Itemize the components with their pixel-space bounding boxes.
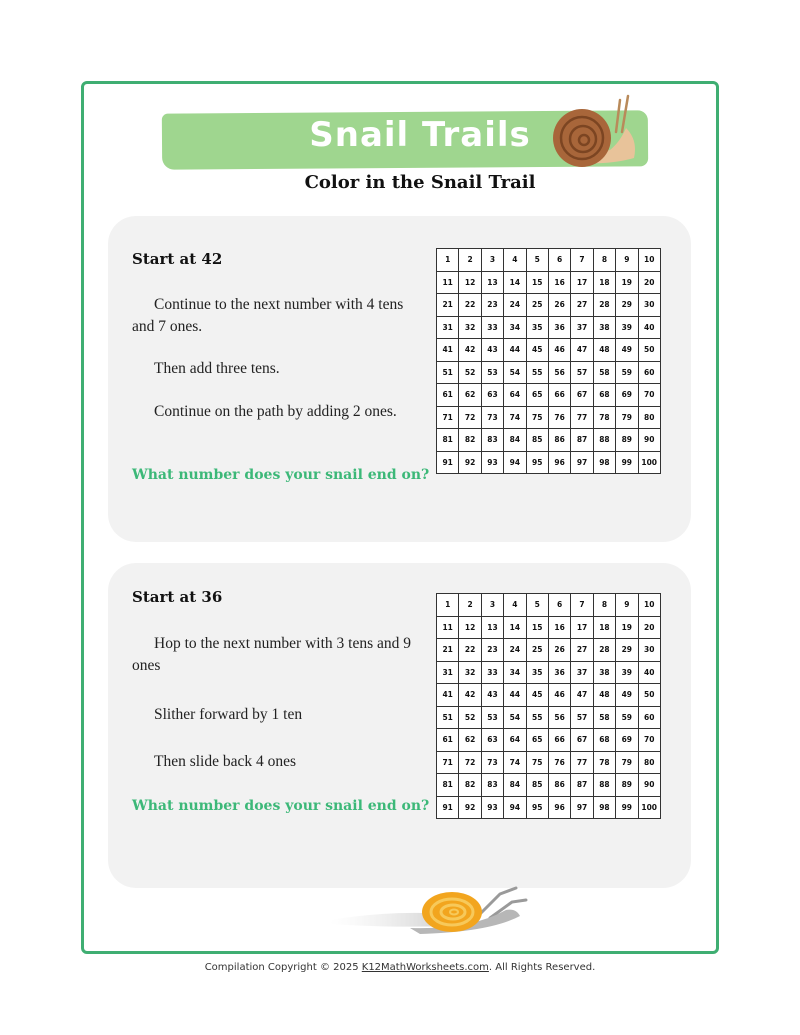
step-text: Hop to the next number with 3 tens and 9 ones: [132, 635, 411, 674]
chart-cell[interactable]: 25: [526, 639, 548, 662]
chart-cell[interactable]: 41: [437, 339, 459, 362]
chart-cell[interactable]: 77: [571, 406, 593, 429]
step-text: Continue on the path by adding 2 ones.: [154, 403, 397, 420]
chart-cell[interactable]: 63: [481, 729, 503, 752]
chart-cell[interactable]: 16: [548, 271, 570, 294]
hundreds-chart: [436, 248, 661, 474]
chart-row: [437, 774, 661, 797]
footer-link[interactable]: K12MathWorksheets.com: [361, 962, 489, 973]
question-text: What number does your snail end on?: [132, 798, 430, 814]
chart-cell[interactable]: 20: [638, 616, 660, 639]
chart-cell[interactable]: 97: [571, 796, 593, 819]
chart-cell[interactable]: 86: [548, 429, 570, 452]
chart-cell[interactable]: 90: [638, 774, 660, 797]
chart-row: [437, 406, 661, 429]
step-text: Then slide back 4 ones: [154, 753, 297, 770]
problem-card-1: [108, 216, 691, 542]
chart-cell[interactable]: 68: [593, 384, 615, 407]
chart-cell[interactable]: 60: [638, 361, 660, 384]
chart-cell[interactable]: 1: [437, 594, 459, 617]
chart-cell[interactable]: 51: [437, 361, 459, 384]
chart-cell[interactable]: 35: [526, 316, 548, 339]
chart-cell[interactable]: 47: [571, 339, 593, 362]
chart-cell[interactable]: 22: [459, 294, 481, 317]
chart-cell[interactable]: 92: [459, 451, 481, 474]
chart-cell[interactable]: 46: [548, 684, 570, 707]
chart-row: [437, 249, 661, 272]
chart-cell[interactable]: 95: [526, 451, 548, 474]
chart-cell[interactable]: 99: [616, 451, 638, 474]
chart-cell[interactable]: 40: [638, 661, 660, 684]
chart-cell[interactable]: 6: [548, 594, 570, 617]
chart-cell[interactable]: 57: [571, 361, 593, 384]
chart-cell[interactable]: 26: [548, 294, 570, 317]
chart-cell[interactable]: 70: [638, 729, 660, 752]
chart-cell[interactable]: 10: [638, 594, 660, 617]
chart-cell[interactable]: 43: [481, 339, 503, 362]
chart-cell[interactable]: 31: [437, 316, 459, 339]
chart-row: [437, 684, 661, 707]
chart-cell[interactable]: 76: [548, 406, 570, 429]
chart-cell[interactable]: 29: [616, 294, 638, 317]
chart-cell[interactable]: 61: [437, 384, 459, 407]
chart-cell[interactable]: 17: [571, 616, 593, 639]
page-subtitle: Color in the Snail Trail: [304, 172, 536, 193]
chart-cell[interactable]: 16: [548, 616, 570, 639]
chart-cell[interactable]: 83: [481, 774, 503, 797]
chart-cell[interactable]: 56: [548, 361, 570, 384]
chart-cell[interactable]: 100: [638, 796, 660, 819]
chart-cell[interactable]: 87: [571, 429, 593, 452]
chart-cell[interactable]: 99: [616, 796, 638, 819]
chart-cell[interactable]: 50: [638, 684, 660, 707]
chart-cell[interactable]: 59: [616, 361, 638, 384]
moving-snail-icon: [330, 880, 540, 940]
step-text: Slither forward by 1 ten: [154, 706, 303, 723]
chart-cell[interactable]: 5: [526, 249, 548, 272]
chart-cell[interactable]: 7: [571, 594, 593, 617]
page-title: Snail Trails: [309, 115, 531, 155]
step-text: Continue to the next number with 4 tens and 7 ones.: [132, 296, 404, 335]
chart-cell[interactable]: 73: [481, 406, 503, 429]
chart-cell[interactable]: 95: [526, 796, 548, 819]
chart-cell[interactable]: 63: [481, 384, 503, 407]
chart-cell[interactable]: 81: [437, 774, 459, 797]
chart-cell[interactable]: 62: [459, 384, 481, 407]
chart-cell[interactable]: 12: [459, 616, 481, 639]
chart-cell[interactable]: 13: [481, 271, 503, 294]
chart-cell[interactable]: 10: [638, 249, 660, 272]
problem-card-2: [108, 563, 691, 888]
chart-cell[interactable]: 12: [459, 271, 481, 294]
chart-row: [437, 706, 661, 729]
chart-cell[interactable]: 33: [481, 316, 503, 339]
chart-row: [437, 271, 661, 294]
chart-cell[interactable]: 78: [593, 751, 615, 774]
chart-cell[interactable]: 76: [548, 751, 570, 774]
chart-cell[interactable]: 81: [437, 429, 459, 452]
chart-cell[interactable]: 69: [616, 729, 638, 752]
chart-cell[interactable]: 74: [504, 751, 526, 774]
chart-cell[interactable]: 72: [459, 751, 481, 774]
chart-cell[interactable]: 62: [459, 729, 481, 752]
chart-cell[interactable]: 3: [481, 594, 503, 617]
snail-icon: [546, 92, 646, 172]
chart-cell[interactable]: 89: [616, 429, 638, 452]
chart-cell[interactable]: 79: [616, 406, 638, 429]
chart-cell[interactable]: 21: [437, 294, 459, 317]
start-label: Start at 36: [132, 588, 223, 606]
chart-cell[interactable]: 96: [548, 451, 570, 474]
chart-row: [437, 339, 661, 362]
chart-cell[interactable]: 14: [504, 616, 526, 639]
chart-cell[interactable]: 28: [593, 294, 615, 317]
chart-cell[interactable]: 23: [481, 639, 503, 662]
chart-cell[interactable]: 4: [504, 249, 526, 272]
chart-cell[interactable]: 93: [481, 451, 503, 474]
chart-cell[interactable]: 30: [638, 639, 660, 662]
chart-cell[interactable]: 47: [571, 684, 593, 707]
question-text: What number does your snail end on?: [132, 467, 430, 483]
chart-row: [437, 361, 661, 384]
chart-cell[interactable]: 40: [638, 316, 660, 339]
chart-cell[interactable]: 52: [459, 361, 481, 384]
chart-cell[interactable]: 4: [504, 594, 526, 617]
chart-cell[interactable]: 29: [616, 639, 638, 662]
chart-cell[interactable]: 64: [504, 729, 526, 752]
chart-cell[interactable]: 21: [437, 639, 459, 662]
chart-cell[interactable]: 66: [548, 729, 570, 752]
chart-row: [437, 316, 661, 339]
chart-cell[interactable]: 57: [571, 706, 593, 729]
chart-cell[interactable]: 75: [526, 751, 548, 774]
chart-cell[interactable]: 65: [526, 729, 548, 752]
chart-cell[interactable]: 1: [437, 249, 459, 272]
chart-cell[interactable]: 8: [593, 249, 615, 272]
chart-row: [437, 451, 661, 474]
chart-cell[interactable]: 6: [548, 249, 570, 272]
chart-cell[interactable]: 7: [571, 249, 593, 272]
chart-cell[interactable]: 69: [616, 384, 638, 407]
chart-cell[interactable]: 85: [526, 774, 548, 797]
chart-cell[interactable]: 90: [638, 429, 660, 452]
chart-cell[interactable]: 55: [526, 361, 548, 384]
chart-cell[interactable]: 36: [548, 661, 570, 684]
chart-row: [437, 429, 661, 452]
chart-cell[interactable]: 5: [526, 594, 548, 617]
chart-cell[interactable]: 45: [526, 684, 548, 707]
chart-cell[interactable]: 32: [459, 661, 481, 684]
chart-cell[interactable]: 39: [616, 661, 638, 684]
chart-cell[interactable]: 48: [593, 339, 615, 362]
chart-cell[interactable]: 56: [548, 706, 570, 729]
chart-cell[interactable]: 37: [571, 661, 593, 684]
chart-cell[interactable]: 32: [459, 316, 481, 339]
chart-cell[interactable]: 68: [593, 729, 615, 752]
chart-cell[interactable]: 98: [593, 451, 615, 474]
chart-cell[interactable]: 64: [504, 384, 526, 407]
chart-cell[interactable]: 84: [504, 429, 526, 452]
chart-cell[interactable]: 18: [593, 616, 615, 639]
chart-cell[interactable]: 42: [459, 684, 481, 707]
chart-cell[interactable]: 36: [548, 316, 570, 339]
chart-cell[interactable]: 84: [504, 774, 526, 797]
start-label: Start at 42: [132, 250, 223, 268]
chart-row: [437, 594, 661, 617]
chart-cell[interactable]: 14: [504, 271, 526, 294]
chart-cell[interactable]: 67: [571, 384, 593, 407]
chart-cell[interactable]: 65: [526, 384, 548, 407]
chart-cell[interactable]: 54: [504, 361, 526, 384]
chart-cell[interactable]: 83: [481, 429, 503, 452]
chart-cell[interactable]: 8: [593, 594, 615, 617]
chart-cell[interactable]: 96: [548, 796, 570, 819]
chart-cell[interactable]: 2: [459, 249, 481, 272]
chart-cell[interactable]: 75: [526, 406, 548, 429]
chart-cell[interactable]: 27: [571, 639, 593, 662]
chart-cell[interactable]: 45: [526, 339, 548, 362]
chart-row: [437, 294, 661, 317]
chart-cell[interactable]: 9: [616, 249, 638, 272]
chart-cell[interactable]: 54: [504, 706, 526, 729]
chart-cell[interactable]: 49: [616, 684, 638, 707]
chart-cell[interactable]: 79: [616, 751, 638, 774]
chart-cell[interactable]: 15: [526, 271, 548, 294]
chart-cell[interactable]: 58: [593, 706, 615, 729]
chart-cell[interactable]: 88: [593, 429, 615, 452]
chart-cell[interactable]: 44: [504, 684, 526, 707]
chart-cell[interactable]: 91: [437, 796, 459, 819]
chart-cell[interactable]: 27: [571, 294, 593, 317]
chart-cell[interactable]: 87: [571, 774, 593, 797]
chart-cell[interactable]: 19: [616, 271, 638, 294]
chart-cell[interactable]: 22: [459, 639, 481, 662]
chart-cell[interactable]: 66: [548, 384, 570, 407]
chart-cell[interactable]: 20: [638, 271, 660, 294]
chart-cell[interactable]: 73: [481, 751, 503, 774]
chart-cell[interactable]: 72: [459, 406, 481, 429]
chart-row: [437, 616, 661, 639]
chart-cell[interactable]: 49: [616, 339, 638, 362]
chart-cell[interactable]: 19: [616, 616, 638, 639]
chart-cell[interactable]: 55: [526, 706, 548, 729]
chart-row: [437, 661, 661, 684]
chart-cell[interactable]: 48: [593, 684, 615, 707]
chart-cell[interactable]: 9: [616, 594, 638, 617]
chart-cell[interactable]: 53: [481, 361, 503, 384]
chart-cell[interactable]: 11: [437, 616, 459, 639]
chart-cell[interactable]: 37: [571, 316, 593, 339]
chart-cell[interactable]: 25: [526, 294, 548, 317]
chart-cell[interactable]: 34: [504, 316, 526, 339]
chart-cell[interactable]: 77: [571, 751, 593, 774]
chart-cell[interactable]: 74: [504, 406, 526, 429]
chart-cell[interactable]: 53: [481, 706, 503, 729]
chart-cell[interactable]: 38: [593, 661, 615, 684]
chart-cell[interactable]: 51: [437, 706, 459, 729]
chart-row: [437, 796, 661, 819]
chart-row: [437, 729, 661, 752]
chart-cell[interactable]: 38: [593, 316, 615, 339]
chart-cell[interactable]: 50: [638, 339, 660, 362]
step-text: Then add three tens.: [154, 360, 280, 377]
chart-cell[interactable]: 30: [638, 294, 660, 317]
chart-cell[interactable]: 52: [459, 706, 481, 729]
chart-cell[interactable]: 15: [526, 616, 548, 639]
chart-cell[interactable]: 98: [593, 796, 615, 819]
chart-cell[interactable]: 78: [593, 406, 615, 429]
chart-cell[interactable]: 18: [593, 271, 615, 294]
chart-cell[interactable]: 2: [459, 594, 481, 617]
chart-cell[interactable]: 93: [481, 796, 503, 819]
chart-cell[interactable]: 39: [616, 316, 638, 339]
chart-cell[interactable]: 100: [638, 451, 660, 474]
footer-prefix: Compilation Copyright © 2025: [204, 962, 362, 973]
chart-cell[interactable]: 89: [616, 774, 638, 797]
chart-cell[interactable]: 59: [616, 706, 638, 729]
chart-cell[interactable]: 11: [437, 271, 459, 294]
chart-cell[interactable]: 61: [437, 729, 459, 752]
chart-cell[interactable]: 94: [504, 451, 526, 474]
chart-cell[interactable]: 80: [638, 406, 660, 429]
chart-cell[interactable]: 24: [504, 639, 526, 662]
chart-cell[interactable]: 28: [593, 639, 615, 662]
chart-cell[interactable]: 60: [638, 706, 660, 729]
chart-cell[interactable]: 34: [504, 661, 526, 684]
chart-cell[interactable]: 24: [504, 294, 526, 317]
chart-cell[interactable]: 17: [571, 271, 593, 294]
chart-row: [437, 639, 661, 662]
chart-cell[interactable]: 92: [459, 796, 481, 819]
chart-cell[interactable]: 94: [504, 796, 526, 819]
chart-cell[interactable]: 85: [526, 429, 548, 452]
chart-cell[interactable]: 82: [459, 774, 481, 797]
chart-cell[interactable]: 35: [526, 661, 548, 684]
chart-cell[interactable]: 71: [437, 751, 459, 774]
chart-cell[interactable]: 80: [638, 751, 660, 774]
chart-cell[interactable]: 43: [481, 684, 503, 707]
chart-cell[interactable]: 82: [459, 429, 481, 452]
chart-cell[interactable]: 23: [481, 294, 503, 317]
chart-cell[interactable]: 86: [548, 774, 570, 797]
footer-suffix: . All Rights Reserved.: [488, 962, 596, 973]
chart-cell[interactable]: 58: [593, 361, 615, 384]
chart-cell[interactable]: 33: [481, 661, 503, 684]
chart-cell[interactable]: 91: [437, 451, 459, 474]
hundreds-chart: [436, 593, 661, 819]
chart-cell[interactable]: 13: [481, 616, 503, 639]
chart-cell[interactable]: 41: [437, 684, 459, 707]
chart-cell[interactable]: 42: [459, 339, 481, 362]
chart-cell[interactable]: 88: [593, 774, 615, 797]
chart-row: [437, 751, 661, 774]
chart-cell[interactable]: 67: [571, 729, 593, 752]
chart-cell[interactable]: 97: [571, 451, 593, 474]
chart-cell[interactable]: 3: [481, 249, 503, 272]
chart-cell[interactable]: 44: [504, 339, 526, 362]
chart-cell[interactable]: 31: [437, 661, 459, 684]
copyright-footer: [0, 962, 800, 973]
chart-cell[interactable]: 46: [548, 339, 570, 362]
chart-cell[interactable]: 26: [548, 639, 570, 662]
chart-cell[interactable]: 71: [437, 406, 459, 429]
chart-row: [437, 384, 661, 407]
chart-cell[interactable]: 70: [638, 384, 660, 407]
